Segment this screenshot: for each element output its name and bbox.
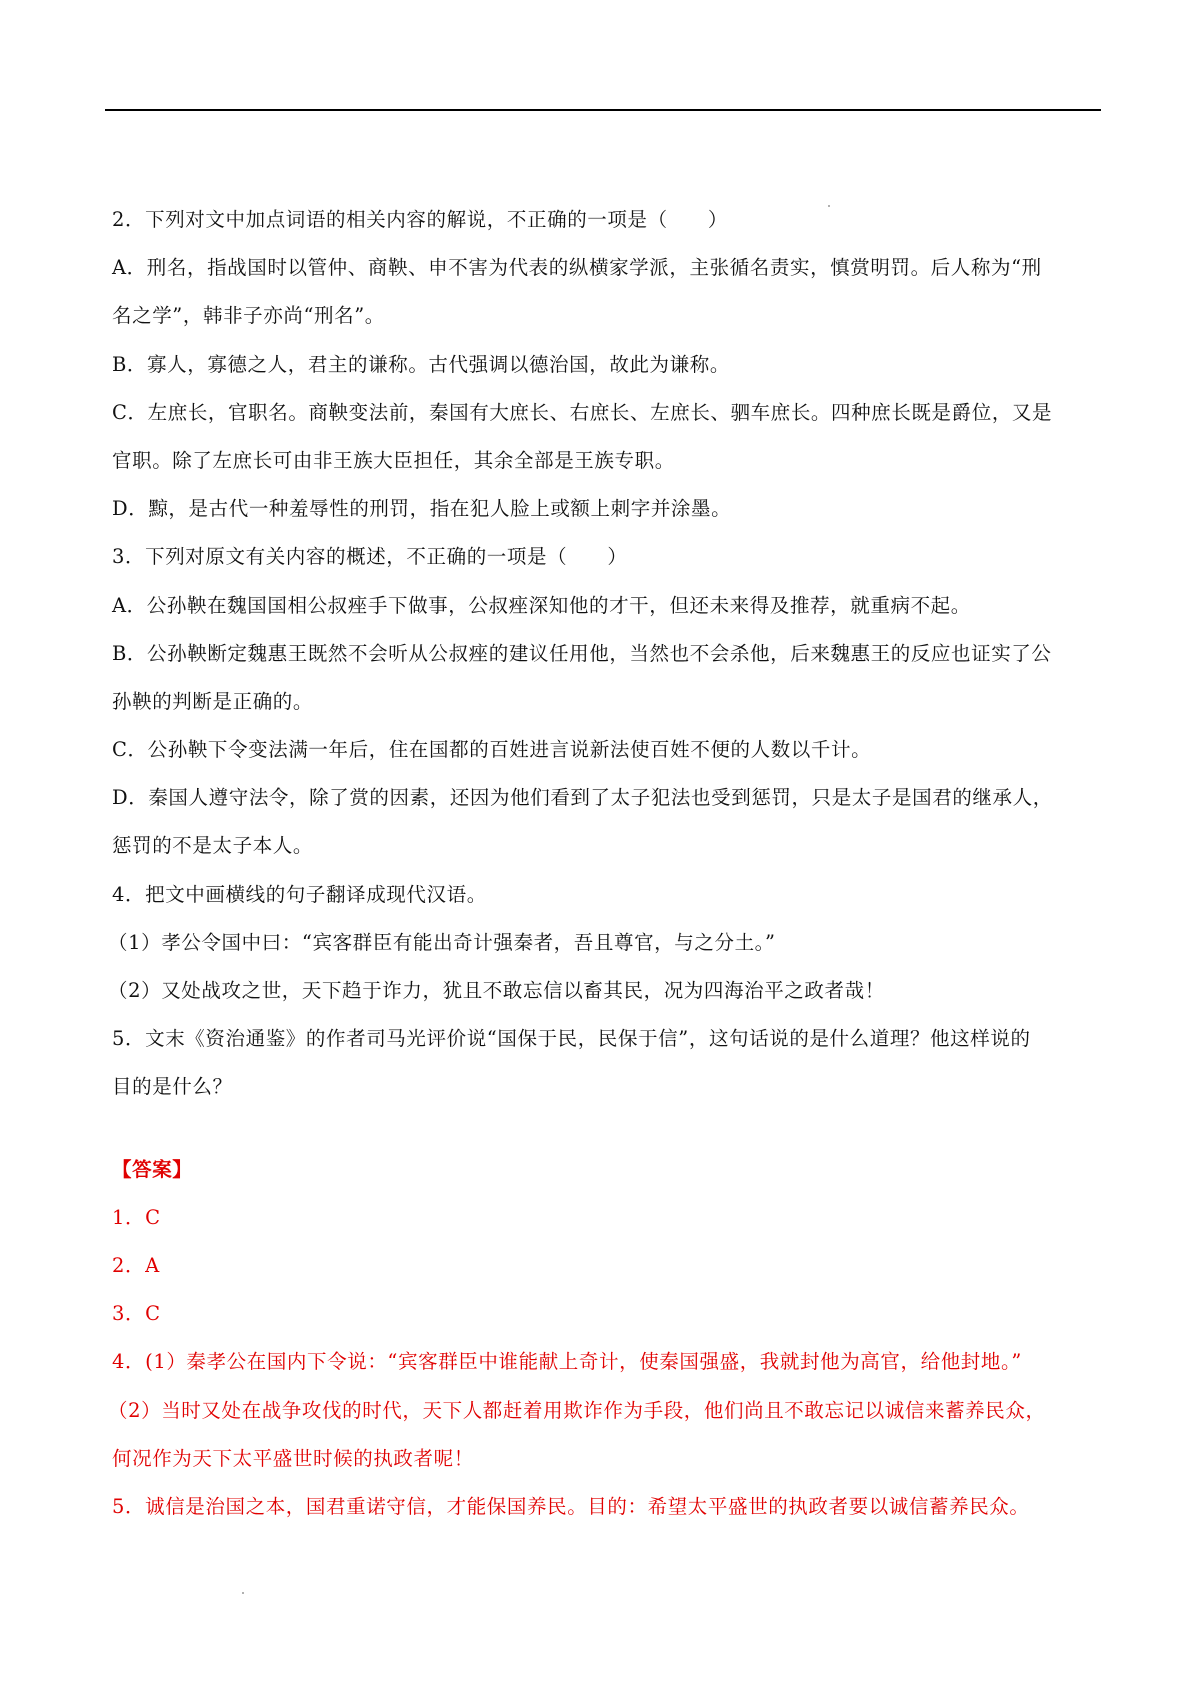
question-4-sentence-1: （1）孝公令国中曰：“宾客群臣有能出奇计强秦者，吾且尊官，与之分土。” <box>108 930 776 954</box>
answer-4-part-2-cont: 何况作为天下太平盛世时候的执政者呢！ <box>112 1446 474 1470</box>
answer-2: 2．A <box>112 1253 160 1277</box>
header-rule <box>105 109 1101 111</box>
question-4-sentence-2: （2）又处战攻之世，天下趋于诈力，犹且不敢忘信以畜其民，况为四海治平之政者哉！ <box>108 979 885 1002</box>
question-3-option-a: A．公孙鞅在魏国国相公叔痤手下做事，公叔痤深知他的才干，但还未来得及推荐，就重病不起。 <box>112 593 971 617</box>
question-5-stem-cont: 目的是什么？ <box>112 1075 233 1099</box>
answer-4-part-2: （2）当时又处在战争攻伐的时代，天下人都赶着用欺诈作为手段，他们尚且不敢忘记以诚信来蓄养民众， <box>108 1398 1046 1422</box>
answer-3: 3．C <box>112 1302 161 1326</box>
scan-speck <box>242 1592 244 1594</box>
question-2-option-c: C．左庶长，官职名。商鞅变法前，秦国有大庶长、右庶长、左庶长、驷车庶长。四种庶长既是爵位，又是 <box>112 400 1053 424</box>
answer-1: 1．C <box>112 1205 161 1229</box>
answer-5: 5．诚信是治国之本，国君重诺守信，才能保国养民。目的：希望太平盛世的执政者要以诚信蓄养民众。 <box>112 1494 1030 1518</box>
question-2-option-a-cont: 名之学”，韩非子亦尚“刑名”。 <box>112 304 385 328</box>
question-2-stem: 2．下列对文中加点词语的相关内容的解说，不正确的一项是（ ） <box>112 208 729 231</box>
answer-4-part-1: 4．(1）秦孝公在国内下令说：“宾客群臣中谁能献上奇计，使秦国强盛，我就封他为高官，给他封地。” <box>112 1350 1022 1374</box>
question-2-option-b: B．寡人，寡德之人，君主的谦称。古代强调以德治国，故此为谦称。 <box>112 352 730 376</box>
spacer <box>112 1112 1102 1146</box>
document-body <box>108 196 1102 1531</box>
question-3-option-c: C．公孙鞅下令变法满一年后，住在国都的百姓进言说新法使百姓不便的人数以千计。 <box>112 738 872 762</box>
question-3-option-b: B．公孙鞅断定魏惠王既然不会听从公叔痤的建议任用他，当然也不会杀他，后来魏惠王的反应也证实了公 <box>112 641 1052 665</box>
question-2-option-c-cont: 官职。除了左庶长可由非王族大臣担任，其余全部是王族专职。 <box>112 448 675 472</box>
question-3-option-d: D．秦国人遵守法令，除了赏的因素，还因为他们看到了太子犯法也受到惩罚，只是太子是国君的继承人， <box>112 786 1053 810</box>
question-3-option-d-cont: 惩罚的不是太子本人。 <box>112 834 314 858</box>
question-2-option-d: D．黥，是古代一种羞辱性的刑罚，指在犯人脸上或额上刺字并涂墨。 <box>112 497 732 521</box>
question-3-stem: 3．下列对原文有关内容的概述，不正确的一项是（ ） <box>112 545 628 569</box>
question-4-stem: 4．把文中画横线的句子翻译成现代汉语。 <box>112 882 487 906</box>
question-3-option-b-cont: 孙鞅的判断是正确的。 <box>112 689 314 713</box>
answer-heading: 【答案】 <box>112 1157 193 1181</box>
question-5-stem: 5．文末《资治通鉴》的作者司马光评价说“国保于民，民保于信”，这句话说的是什么道理？他这样说的 <box>112 1027 1031 1051</box>
question-2-option-a: A．刑名，指战国时以管仲、商鞅、申不害为代表的纵横家学派，主张循名责实，慎赏明罚。后人称为“刑 <box>112 256 1042 280</box>
